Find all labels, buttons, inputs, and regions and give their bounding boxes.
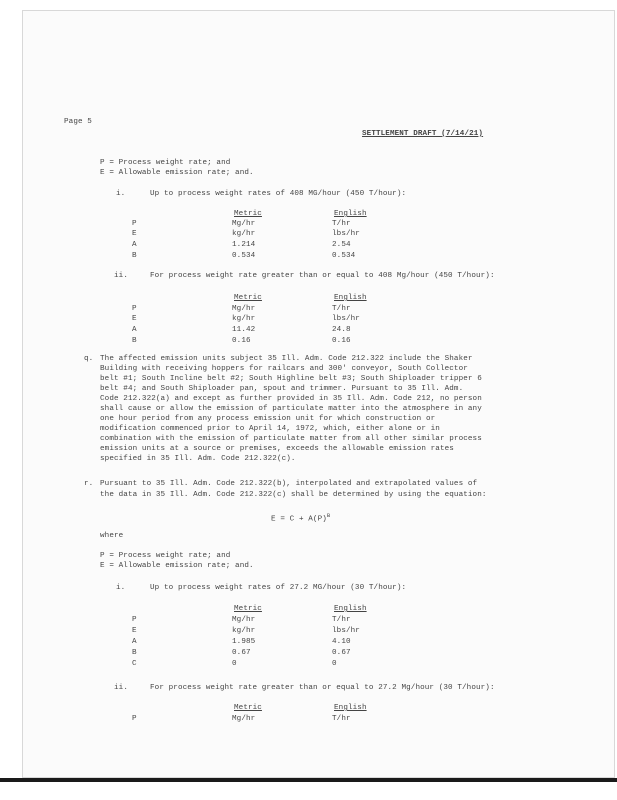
section-text: Up to process weight rates of 27.2 MG/hour (30 T/hour):	[150, 584, 407, 592]
list-marker: i.	[116, 190, 126, 198]
table-cell: kg/hr	[232, 230, 256, 238]
table-cell: 0.16	[332, 337, 351, 345]
table-cell: 0.67	[232, 649, 251, 657]
table-cell: T/hr	[332, 305, 351, 313]
column-header-english: English	[334, 605, 367, 613]
table-symbol: P	[132, 305, 137, 313]
section-text: For process weight rate greater than or equal to 408 Mg/hour (450 T/hour):	[150, 272, 495, 280]
paragraph-line: one hour period from any process emission unit for which construction or	[100, 415, 436, 423]
column-header-metric: Metric	[234, 210, 262, 218]
table-cell: lbs/hr	[332, 230, 360, 238]
paragraph-line: combination with the emission of particulate matter from all other similar process	[100, 435, 482, 443]
where-label: where	[100, 532, 124, 540]
table-cell: 0.16	[232, 337, 251, 345]
table-cell: lbs/hr	[332, 627, 360, 635]
table-cell: T/hr	[332, 220, 351, 228]
definition-line: E = Allowable emission rate; and.	[100, 562, 254, 570]
table-cell: 2.54	[332, 241, 351, 249]
table-cell: 1.985	[232, 638, 256, 646]
document-page	[22, 10, 615, 778]
table-cell: Mg/hr	[232, 305, 256, 313]
table-symbol: B	[132, 252, 137, 260]
table-symbol: P	[132, 715, 137, 723]
table-symbol: P	[132, 220, 137, 228]
definition-line: P = Process weight rate; and	[100, 552, 231, 560]
equation-body: E = C + A(P)	[271, 515, 327, 524]
paragraph-line: Code 212.322(a) and except as further provided in 35 Ill. Adm. Code 212, no person	[100, 395, 482, 403]
column-header-english: English	[334, 210, 367, 218]
column-header-english: English	[334, 294, 367, 302]
table-cell: 24.8	[332, 326, 351, 334]
paragraph-line: shall cause or allow the emission of particulate matter into the atmosphere in any	[100, 405, 482, 413]
table-cell: lbs/hr	[332, 315, 360, 323]
table-cell: kg/hr	[232, 627, 256, 635]
page-number: Page 5	[64, 118, 92, 126]
table-cell: 0	[232, 660, 237, 668]
paragraph-line: Building with receiving hoppers for railcars and 300' conveyor, South Collector	[100, 365, 468, 373]
paragraph-line: belt #1; South Incline belt #2; South Highline belt #3; South Shiploader tripper 6	[100, 375, 482, 383]
table-cell: 0	[332, 660, 337, 668]
table-symbol: P	[132, 616, 137, 624]
table-cell: T/hr	[332, 715, 351, 723]
draft-label: SETTLEMENT DRAFT (7/14/21)	[362, 130, 484, 138]
table-symbol: A	[132, 326, 137, 334]
list-marker: ii.	[114, 272, 128, 280]
list-marker: i.	[116, 584, 126, 592]
table-cell: T/hr	[332, 616, 351, 624]
list-marker: r.	[84, 480, 94, 488]
paragraph-line: modification commenced prior to April 14, 1972, which, either alone or in	[100, 425, 440, 433]
paragraph-line: the data in 35 Ill. Adm. Code 212.322(c) shall be determined by using the equation:	[100, 491, 487, 499]
equation-exponent: B	[326, 512, 331, 519]
list-marker: q.	[84, 355, 94, 363]
equation	[271, 511, 330, 525]
table-cell: Mg/hr	[232, 715, 256, 723]
paragraph-line: The affected emission units subject 35 Ill. Adm. Code 212.322 include the Shaker	[100, 355, 473, 363]
definition-line: P = Process weight rate; and	[100, 159, 231, 167]
table-cell: 0.534	[332, 252, 356, 260]
column-header-metric: Metric	[234, 704, 262, 712]
list-marker: ii.	[114, 684, 128, 692]
table-cell: Mg/hr	[232, 220, 256, 228]
table-cell: 11.42	[232, 326, 256, 334]
table-symbol: A	[132, 241, 137, 249]
table-cell: kg/hr	[232, 315, 256, 323]
table-symbol: C	[132, 660, 137, 668]
table-cell: 4.10	[332, 638, 351, 646]
paragraph-line: Pursuant to 35 Ill. Adm. Code 212.322(b), interpolated and extrapolated values of	[100, 480, 478, 488]
table-cell: 1.214	[232, 241, 256, 249]
table-cell: Mg/hr	[232, 616, 256, 624]
paragraph-line: specified in 35 Ill. Adm. Code 212.322(c).	[100, 455, 296, 463]
table-symbol: B	[132, 337, 137, 345]
column-header-english: English	[334, 704, 367, 712]
table-cell: 0.67	[332, 649, 351, 657]
table-symbol: E	[132, 230, 137, 238]
section-text: For process weight rate greater than or equal to 27.2 Mg/hour (30 T/hour):	[150, 684, 495, 692]
paragraph-line: belt #4; and South Shiploader pan, spout and trimmer. Pursuant to 35 Ill. Adm.	[100, 385, 464, 393]
paragraph-line: emission units at a source or premises, exceeds the allowable emission rates	[100, 445, 454, 453]
section-text: Up to process weight rates of 408 MG/hour (450 T/hour):	[150, 190, 407, 198]
scan-bottom-edge	[0, 778, 617, 782]
table-symbol: E	[132, 627, 137, 635]
column-header-metric: Metric	[234, 605, 262, 613]
table-cell: 0.534	[232, 252, 256, 260]
definition-line: E = Allowable emission rate; and.	[100, 169, 254, 177]
table-symbol: A	[132, 638, 137, 646]
table-symbol: E	[132, 315, 137, 323]
table-symbol: B	[132, 649, 137, 657]
column-header-metric: Metric	[234, 294, 262, 302]
